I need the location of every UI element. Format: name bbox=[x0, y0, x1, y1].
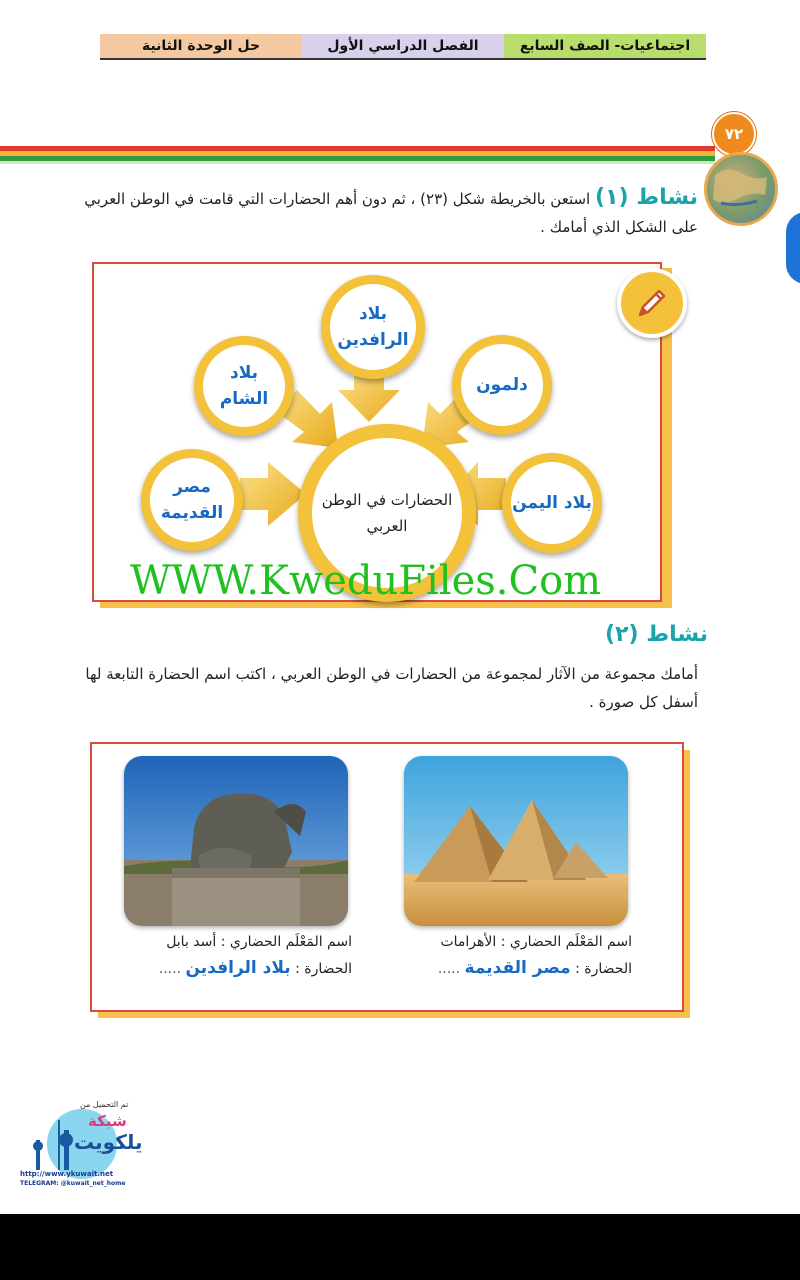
node-center: الحضارات في الوطن العربي bbox=[298, 424, 476, 602]
node-sham: بلاد الشام bbox=[194, 336, 294, 436]
civ-label: الحضارة : bbox=[575, 961, 632, 977]
page-header bbox=[100, 34, 706, 60]
civ-answer-rafidayn: بلاد الرافدين bbox=[185, 958, 291, 978]
map-icon bbox=[704, 152, 778, 226]
logo-line2: شبكة bbox=[88, 1112, 127, 1130]
ribbon-stripe-light bbox=[0, 161, 715, 164]
node-dilmun: دلمون bbox=[452, 335, 552, 435]
lion-civ-caption bbox=[124, 958, 352, 978]
lion-landmark-caption: اسم المَعْلَم الحضاري : أسد بابل bbox=[166, 934, 352, 950]
node-rafidayn: بلاد الرافدين bbox=[321, 275, 425, 379]
pyramids-civ-caption bbox=[404, 958, 632, 978]
node-yemen: بلاد اليمن bbox=[502, 453, 602, 553]
header-subject: اجتماعيات- الصف السابع bbox=[504, 34, 706, 58]
pencil-icon bbox=[617, 268, 687, 338]
civ-label: الحضارة : bbox=[295, 961, 352, 977]
logo-telegram: TELEGRAM: @kuwait_net_home bbox=[20, 1180, 126, 1187]
page-number-badge: ٧٢ bbox=[712, 112, 756, 156]
arrow-top bbox=[338, 372, 400, 422]
activity1-paragraph bbox=[80, 184, 698, 241]
header-term: الفصل الدراسي الأول bbox=[302, 34, 504, 58]
activity1-text: استعن بالخريطة شكل (٢٣) ، ثم دون أهم الحضارات التي قامت في الوطن العربي على الشكل الذي أمامك . bbox=[84, 190, 698, 236]
activity1-title: نشاط (١) bbox=[595, 185, 698, 210]
watermark-text: WWW.KweduFiles.Com bbox=[130, 558, 602, 604]
babylon-lion-photo bbox=[124, 756, 348, 926]
civ-answer-egypt: مصر القديمة bbox=[464, 958, 571, 978]
activity2-text: أمامك مجموعة من الآثار لمجموعة من الحضارات في الوطن العربي ، اكتب اسم الحضارة التابعة لها أسفل كل صورة . bbox=[85, 665, 698, 711]
pyramids-landmark-caption: اسم المَعْلَم الحضاري : الأهرامات bbox=[440, 934, 632, 950]
bottom-black-bar bbox=[0, 1214, 800, 1280]
header-unit: حل الوحدة الثانية bbox=[100, 34, 302, 58]
activity2-title: نشاط (٢) bbox=[605, 622, 708, 647]
arrow-left bbox=[240, 462, 306, 526]
node-egypt: مصر القديمة bbox=[141, 449, 243, 551]
answer-dots: ..... bbox=[437, 961, 461, 977]
logo-line3: يلكويت bbox=[74, 1130, 143, 1154]
pyramids-photo bbox=[404, 756, 628, 926]
ykuwait-logo bbox=[18, 1100, 143, 1190]
answer-dots: ..... bbox=[158, 961, 182, 977]
side-tab bbox=[786, 212, 800, 284]
logo-url: http://www.ykuwait.net bbox=[20, 1170, 114, 1178]
logo-line1: تم التحميل من bbox=[80, 1100, 129, 1109]
